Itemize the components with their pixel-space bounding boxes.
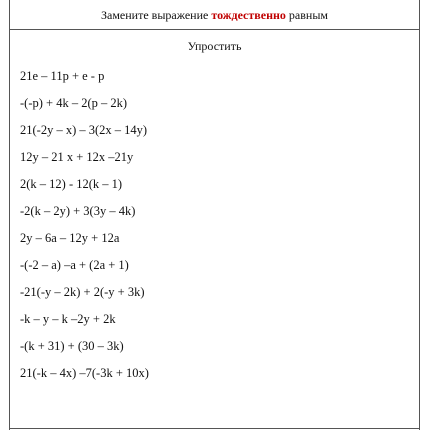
task-subtitle: Упростить bbox=[187, 39, 242, 53]
expression-item: -k – y – k –2y + 2k bbox=[20, 312, 116, 326]
expression-item: 12y – 21 x + 12x –21y bbox=[20, 150, 134, 164]
table-border-right bbox=[419, 0, 420, 430]
expression-item: 2y – 6a – 12y + 12a bbox=[20, 231, 120, 245]
expression-item: -(-2 – a) –a + (2a + 1) bbox=[20, 258, 129, 272]
instruction-heading bbox=[10, 7, 419, 23]
expression-item: 21e – 11p + e - p bbox=[20, 69, 105, 83]
expression-item: -(-p) + 4k – 2(p – 2k) bbox=[20, 96, 128, 110]
expression-list bbox=[20, 68, 149, 392]
table-bottom-border bbox=[9, 428, 420, 429]
expression-item: 2(k – 12) - 12(k – 1) bbox=[20, 177, 123, 191]
expression-item: -(k + 31) + (30 – 3k) bbox=[20, 339, 124, 353]
instruction-text-start: Замените выражение bbox=[101, 8, 212, 22]
instruction-text-end: равным bbox=[285, 8, 328, 22]
table-row-divider bbox=[9, 29, 420, 30]
instruction-accent-word: тождественно bbox=[211, 8, 286, 22]
expression-item: -2(k – 2y) + 3(3y – 4k) bbox=[20, 204, 136, 218]
table-border-left bbox=[9, 0, 10, 430]
expression-item: 21(-k – 4x) –7(-3k + 10x) bbox=[20, 366, 149, 380]
expression-item: -21(-y – 2k) + 2(-y + 3k) bbox=[20, 285, 145, 299]
expression-item: 21(-2y – x) – 3(2x – 14y) bbox=[20, 123, 148, 137]
